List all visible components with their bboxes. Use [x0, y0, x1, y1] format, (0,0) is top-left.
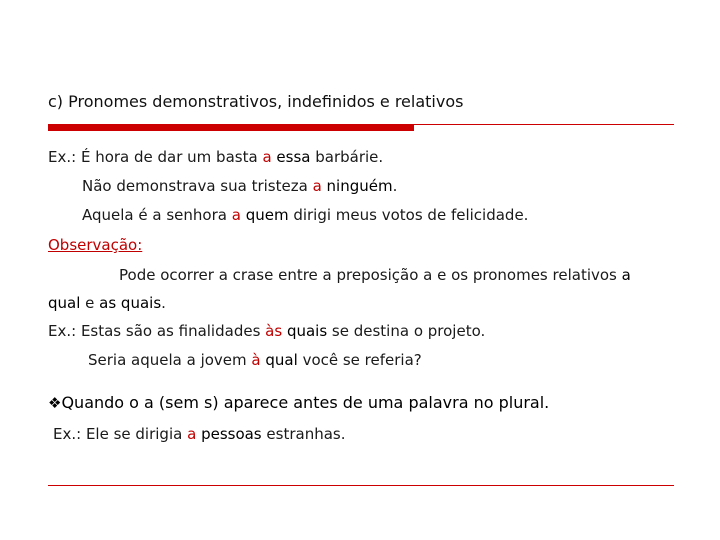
section-title: c) Pronomes demonstrativos, indefinidos e relativos	[48, 92, 464, 111]
observation-label: Observação:	[48, 236, 143, 254]
diamond-bullet-icon: ❖	[48, 394, 62, 412]
observation-end: .	[161, 294, 166, 312]
example-3	[82, 206, 528, 224]
example-6-suffix: estranhas.	[261, 425, 346, 443]
example-2-prefix: Não demonstrava sua tristeza	[82, 177, 313, 195]
observation-line-1	[119, 266, 631, 284]
example-2-suffix: .	[392, 177, 398, 195]
example-6-preposition: a	[187, 425, 197, 443]
example-1-prefix: Ex.: É hora de dar um basta	[48, 148, 263, 166]
title-underline	[414, 124, 674, 125]
example-4	[48, 322, 485, 340]
bottom-divider	[48, 485, 674, 486]
observation-as-quais: as quais	[99, 294, 162, 312]
example-1-suffix: barbárie.	[310, 148, 384, 166]
example-3-preposition: a	[231, 206, 241, 224]
example-1	[48, 148, 383, 166]
example-2-pronoun: ninguém	[326, 177, 393, 195]
rule-bullet	[48, 393, 549, 412]
example-1-pronoun: essa	[276, 148, 311, 166]
observation-mid: e	[80, 294, 100, 312]
example-2	[82, 177, 397, 195]
example-4-prefix: Ex.: Estas são as finalidades	[48, 322, 266, 340]
example-3-pronoun: quem	[245, 206, 289, 224]
example-6	[53, 425, 345, 443]
example-5-prefix: Seria aquela a jovem	[88, 351, 252, 369]
example-6-noun: pessoas	[201, 425, 262, 443]
example-5-pronoun: qual	[265, 351, 298, 369]
example-3-suffix: dirigi meus votos de felicidade.	[288, 206, 529, 224]
observation-heading	[48, 236, 142, 254]
example-5-crase: à	[251, 351, 261, 369]
observation-text: Pode ocorrer a crase entre a preposição a e os pronomes relativos	[119, 266, 622, 284]
example-4-pronoun: quais	[286, 322, 328, 340]
observation-qual: qual	[48, 294, 81, 312]
example-4-suffix: se destina o projeto.	[327, 322, 486, 340]
example-1-preposition: a	[262, 148, 272, 166]
example-2-preposition: a	[312, 177, 322, 195]
example-4-crase: às	[265, 322, 283, 340]
observation-line-2	[48, 294, 166, 312]
rule-bullet-text: Quando o a (sem s) aparece antes de uma palavra no plural.	[61, 393, 550, 412]
observation-a: a	[621, 266, 631, 284]
example-5-suffix: você se referia?	[297, 351, 422, 369]
title-accent-bar	[48, 124, 414, 131]
example-6-prefix: Ex.: Ele se dirigia	[53, 425, 188, 443]
example-3-prefix: Aquela é a senhora	[82, 206, 232, 224]
example-5	[88, 351, 422, 369]
